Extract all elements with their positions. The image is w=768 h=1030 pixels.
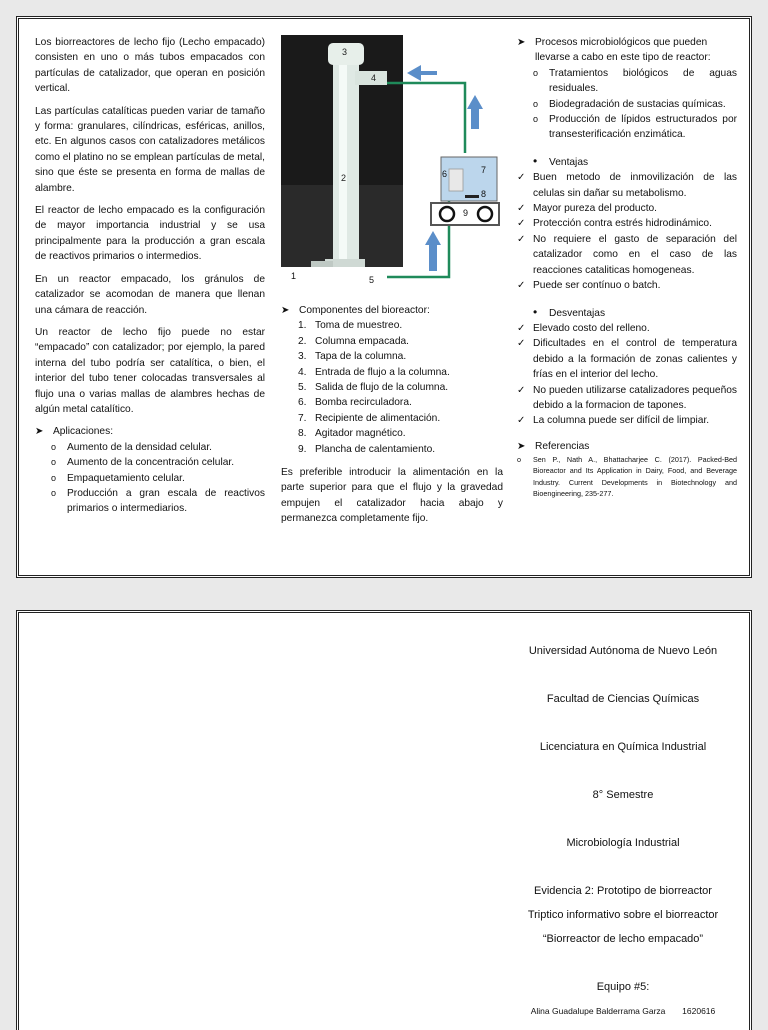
list-item: ✓ Puede ser contínuo o batch.	[517, 278, 737, 293]
course-name: Microbiología Industrial	[566, 837, 680, 849]
team-label: Equipo #5:	[596, 981, 650, 993]
evidence-title: Evidencia 2: Prototipo de biorreactor	[534, 885, 712, 897]
semester: 8° Semestre	[592, 789, 654, 801]
column-introduction	[35, 35, 265, 517]
intro-paragraph: Las partículas catalíticas pueden variar de tamaño y forma: granulares, cilíndricas, esféricas, anillos, etc. En algunos casos con catalizadores metálicos como el platino no se emplean partículas de metal, sino que éste se presenta en forma de mallas de alambre.	[35, 105, 265, 194]
list-item: ✓ No pueden utilizarse catalizadores pequeños debido a la formacion de tapones.	[517, 383, 737, 414]
cover-title-block	[513, 641, 733, 1019]
figure-label: 5	[369, 275, 375, 285]
figure-label: 7	[481, 165, 487, 175]
list-item: ✓ Buen metodo de inmovilización de las celulas sin dañar su metabolismo.	[517, 170, 737, 201]
processes-list	[517, 66, 737, 143]
list-item: ✓ Protección contra estrés hidrodinámico.	[517, 216, 737, 231]
list-item: o Aumento de la densidad celular.	[35, 440, 265, 455]
list-item: 6. Bomba recirculadora.	[298, 397, 412, 409]
intro-paragraph: Los biorreactores de lecho fijo (Lecho empacado) consisten en uno o más tubos empacados con partículas de catalizador, que operan en posición vertical.	[35, 37, 265, 95]
list-item: 4. Entrada de flujo a la columna.	[298, 366, 450, 378]
processes-heading: ➤ Procesos microbiológicos que pueden llevarse a cabo en este tipo de reactor:	[517, 35, 737, 66]
figure-label: 8	[481, 189, 487, 199]
team-member	[513, 1003, 733, 1019]
list-item: 1. Toma de muestreo.	[298, 320, 403, 332]
intro-paragraph: Un reactor de lecho fijo puede no estar “empacado” con catalizador; por ejemplo, la pared interna del tubo podría ser catalítica, o bien, el interior del tubo tener colocadas transversales al flujo una o varias mallas de alambres hechas de algún metal catalítico.	[35, 326, 265, 415]
list-item: o Biodegradación de sustacias químicas.	[517, 97, 737, 112]
figure-label: 1	[291, 271, 297, 281]
references-heading: ➤ Referencias	[517, 439, 737, 454]
list-item: 3. Tapa de la columna.	[298, 351, 407, 363]
list-item: 7. Recipiente de alimentación.	[298, 412, 441, 424]
figure-label: 6	[442, 169, 448, 179]
list-item: o Tratamientos biológicos de aguas residuales.	[517, 66, 737, 97]
university-name: Universidad Autónoma de Nuevo León	[528, 645, 718, 657]
reference-entry: o Sen P., Nath A., Bhattacharjee C. (2017). Packed-Bed Bioreactor and Its Application in Dairy, Food, and Beverage Industry. Current Developments in Biotechnology and Bioengineering, 235-277.	[517, 454, 737, 499]
figure-label: 2	[341, 173, 347, 183]
disadvantages-heading: • Desventajas	[517, 306, 737, 321]
list-item: ✓ La columna puede ser difícil de limpiar.	[517, 413, 737, 428]
applications-heading: ➤ Aplicaciones:	[35, 424, 265, 439]
figure-label: 4	[371, 73, 377, 83]
applications-list	[35, 440, 265, 517]
flow-diagram	[281, 35, 505, 299]
column-advantages	[517, 35, 737, 499]
reactor-name: “Biorreactor de lecho empacado”	[542, 933, 704, 945]
list-item: o Empaquetamiento celular.	[35, 471, 265, 486]
member-name: Alina Guadalupe Balderrama Garza	[530, 1006, 666, 1016]
member-id: 1620616	[682, 1006, 716, 1016]
figure-label: 9	[463, 208, 469, 218]
degree-name: Licenciatura en Química Industrial	[539, 741, 707, 753]
figure-label: 3	[342, 47, 348, 57]
components-list	[281, 318, 503, 457]
list-item: ✓ Elevado costo del relleno.	[517, 321, 737, 336]
list-item: 8. Agitador magnético.	[298, 428, 406, 440]
components-heading: ➤ Componentes del bioreactor:	[281, 303, 503, 318]
intro-paragraph: El reactor de lecho empacado es la configuración de mayor importancia industrial y se usa principalmente para la producción a gran escala de reactivos primarios o intermedios.	[35, 205, 265, 263]
intro-paragraph: En un reactor empacado, los gránulos de catalizador se acomodan de manera que llenan una cámara de reacción.	[35, 273, 265, 316]
list-item: o Aumento de la concentración celular.	[35, 455, 265, 470]
list-item: ✓ Dificultades en el control de temperatura debido a la formación de zonas calientes y frías en el interior del lecho.	[517, 336, 737, 382]
list-item: o Producción a gran escala de reactivos primarios o intermediarios.	[35, 486, 265, 517]
advantages-list	[517, 170, 737, 293]
list-item: ✓ Mayor pureza del producto.	[517, 201, 737, 216]
list-item: 5. Salida de flujo de la columna.	[298, 382, 449, 394]
column-components	[281, 303, 503, 534]
advantages-heading: • Ventajas	[517, 155, 737, 170]
faculty-name: Facultad de Ciencias Químicas	[546, 693, 700, 705]
list-item: 9. Plancha de calentamiento.	[298, 443, 436, 455]
disadvantages-list	[517, 321, 737, 429]
brochure-cover-page	[16, 610, 752, 1030]
brochure-inside-page	[16, 16, 752, 578]
list-item: 2. Columna empacada.	[298, 335, 410, 347]
list-item: ✓ No requiere el gasto de separación del catalizador como en el caso de las reacciones cataliticas homogeneas.	[517, 232, 737, 278]
list-item: o Producción de lípidos estructurados por transesterificación enzimática.	[517, 112, 737, 143]
triptych-title: Triptico informativo sobre el biorreactor	[527, 909, 719, 921]
feeding-note: Es preferible introducir la alimentación en la parte superior para que el flujo y la gravedad empujen el catalizador hacia abajo y permanezca completamente fijo.	[281, 467, 503, 525]
